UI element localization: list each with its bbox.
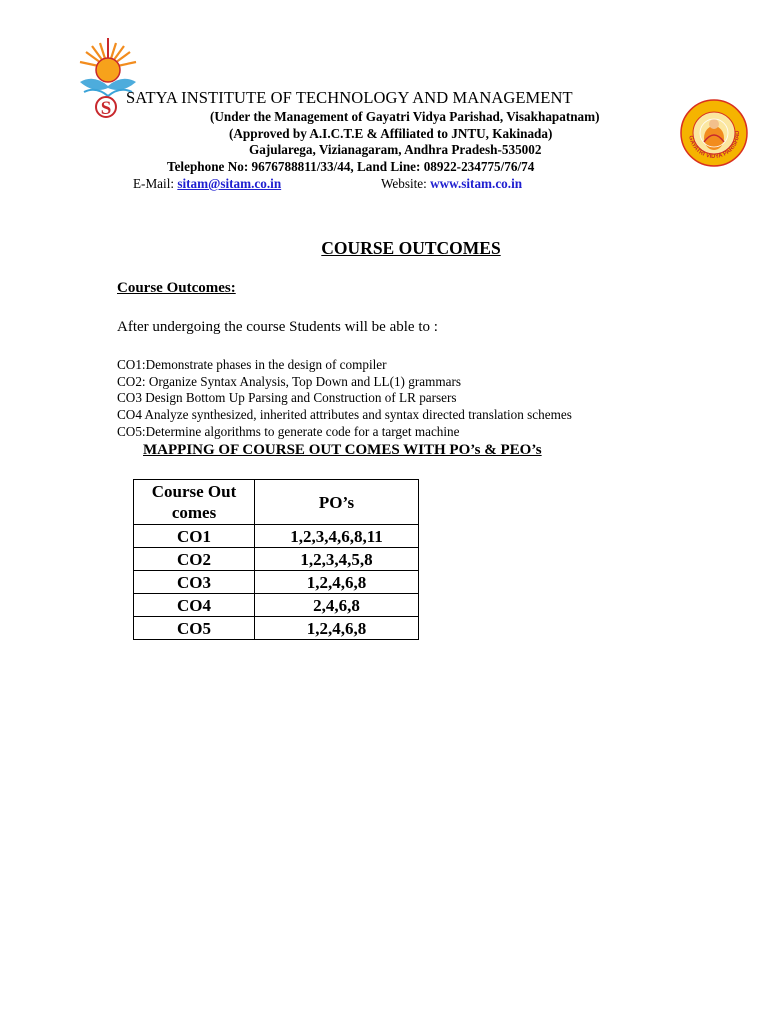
table-cell-pos: 1,2,3,4,6,8,11 [255, 525, 419, 548]
outcome-co1: CO1:Demonstrate phases in the design of compiler [117, 357, 387, 372]
table-cell-pos: 1,2,4,6,8 [255, 617, 419, 640]
outcome-co3: CO3 Design Bottom Up Parsing and Construction of LR parsers [117, 390, 457, 405]
header-pos: PO’s [255, 480, 419, 525]
table-cell-pos: 1,2,3,4,5,8 [255, 548, 419, 571]
table-header-row [134, 480, 419, 525]
institute-name: SATYA INSTITUTE OF TECHNOLOGY AND MANAGEMENT [126, 88, 573, 107]
table-cell-pos: 2,4,6,8 [255, 594, 419, 617]
table-row [134, 594, 419, 617]
website-label: Website: [381, 176, 427, 191]
outcome-co5: CO5:Determine algorithms to generate code for a target machine [117, 424, 460, 439]
outcome-co2: CO2: Organize Syntax Analysis, Top Down and LL(1) grammars [117, 374, 461, 389]
seal-text: GAYATRI VIDYA PARISHAD [687, 130, 742, 161]
table-cell-co: CO5 [134, 617, 255, 640]
address-line: Gajularega, Vizianagaram, Andhra Pradesh-535002 [249, 142, 542, 157]
table-row [134, 571, 419, 594]
intro-text: After undergoing the course Students will be able to : [117, 319, 438, 335]
website-link[interactable]: www.sitam.co.in [430, 176, 523, 191]
section-heading: Course Outcomes: [117, 280, 236, 296]
table-row [134, 525, 419, 548]
institute-logo [74, 38, 138, 124]
logo-letter: S [100, 98, 112, 119]
mapping-table [133, 479, 419, 640]
website-row [381, 176, 522, 192]
table-row [134, 617, 419, 640]
outcome-co4: CO4 Analyze synthesized, inherited attributes and syntax directed translation schemes [117, 407, 572, 422]
email-label: E-Mail: [133, 176, 175, 191]
telephone-line: Telephone No: 9676788811/33/44, Land Line: 08922-234775/76/74 [167, 159, 535, 174]
table-row [134, 548, 419, 571]
approval-line: (Approved by A.I.C.T.E & Affiliated to JNTU, Kakinada) [229, 126, 553, 141]
table-cell-co: CO1 [134, 525, 255, 548]
email-row [133, 176, 281, 192]
table-cell-co: CO2 [134, 548, 255, 571]
document-title: COURSE OUTCOMES [321, 238, 501, 258]
table-cell-pos: 1,2,4,6,8 [255, 571, 419, 594]
management-line: (Under the Management of Gayatri Vidya Parishad, Visakhapatnam) [210, 109, 600, 124]
header-course-outcomes: Course Out comes [134, 480, 255, 525]
email-link[interactable]: sitam@sitam.co.in [177, 176, 282, 191]
gayatri-vidya-parishad-seal [678, 98, 750, 168]
table-cell-co: CO3 [134, 571, 255, 594]
mapping-heading: MAPPING OF COURSE OUT COMES WITH PO’s & PEO’s [143, 442, 542, 458]
table-cell-co: CO4 [134, 594, 255, 617]
